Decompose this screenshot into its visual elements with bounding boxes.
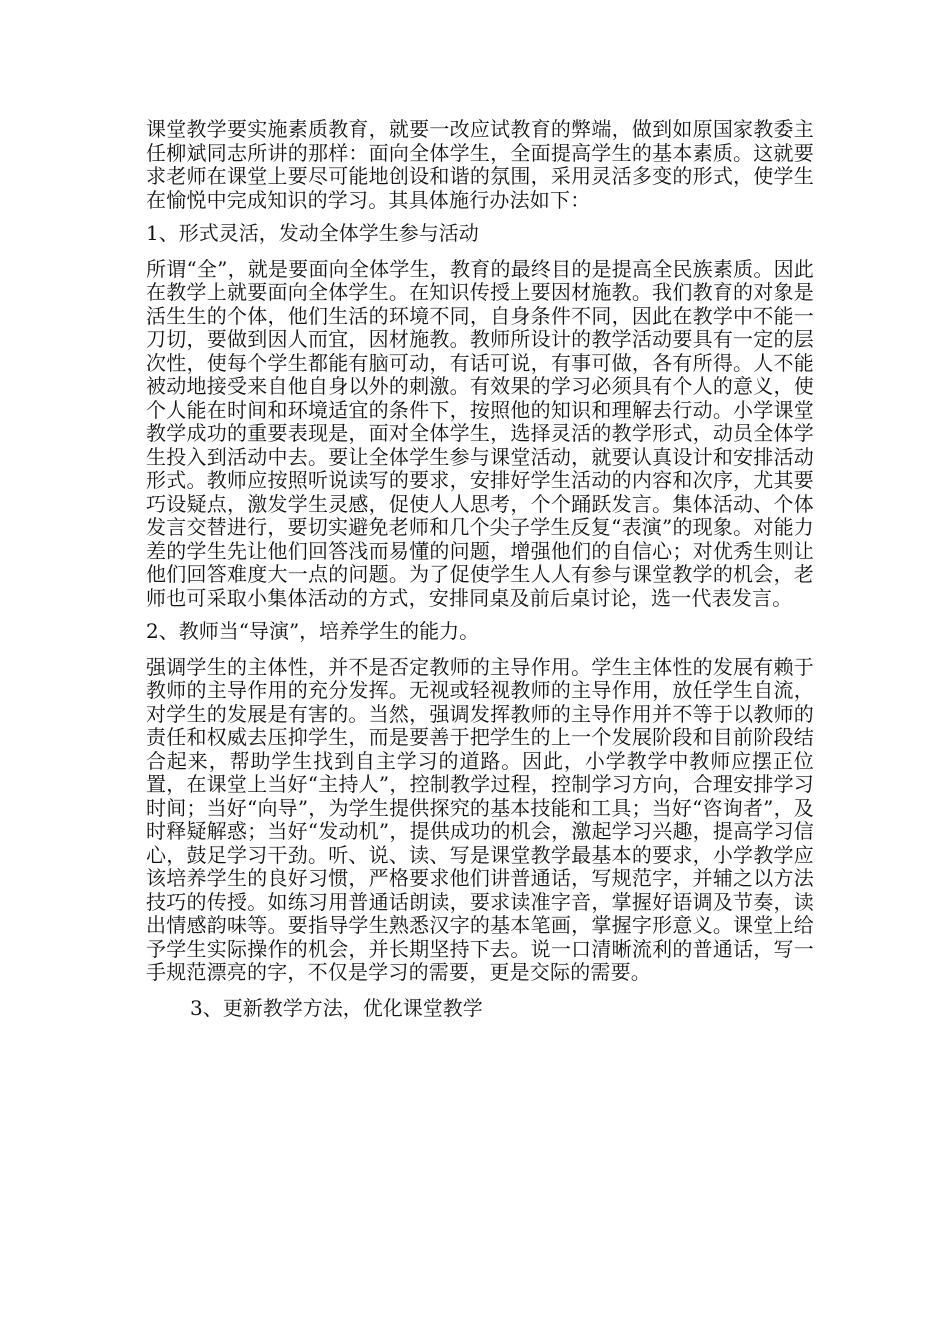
spacer [146,644,814,656]
section-2-heading: 2、教师当“导演”，培养学生的能力。 [146,619,480,643]
spacer [146,246,814,258]
spacer [146,985,814,997]
section-1-heading: 1、形式灵活，发动全体学生参与活动 [146,221,479,245]
section-3-heading: 3、更新教学方法，优化课堂教学 [190,995,483,1020]
document-content [146,118,814,1020]
section-1-body: 所谓“全”，就是要面向全体学生，教育的最终目的是提高全民族素质。因此在教学上就要面向全体学生。在知识传授上要因材施教。我们教育的对象是活生生的个体，他们生活的环境不同，自身条件不同，因此在教学中不能一刀切，要做到因人而宜，因材施教。教师所设计的教学活动要具有一定的层次性，使每个学生都能有脑可动，有话可说，有事可做，各有所得。人不能被动地接受来自他自身以外的刺激。有效果的学习必须具有个人的意义，使个人能在时间和环境适宜的条件下，按照他的知识和理解去行动。小学课堂教学成功的重要表现是，面对全体学生，选择灵活的教学形式，动员全体学生投入到活动中去。要让全体学生参与课堂活动，就要认真设计和安排活动形式。教师应按照听说读写的要求，安排好学生活动的内容和次序，尤其要巧设疑点，激发学生灵感，促使人人思考，个个踊跃发言。集体活动、个体发言交替进行，要切实避免老师和几个尖子学生反复“表演”的现象。对能力差的学生先让他们回答浅而易懂的问题，增强他们的自信心；对优秀生则让他们回答难度大一点的问题。为了促使学生人人有参与课堂教学的机会，老师也可采取小集体活动的方式，安排同桌及前后桌讨论，选一代表发言。 [146,256,814,610]
section-2-body: 强调学生的主体性，并不是否定教师的主导作用。学生主体性的发展有赖于教师的主导作用的充分发挥。无视或轻视教师的主导作用，放任学生自流，对学生的发展是有害的。当然，强调发挥教师的主导作用并不等于以教师的责任和权威去压抑学生，而是要善于把学生的上一个发展阶段和目前阶段结合起来，帮助学生找到自主学习的道路。因此，小学教学中教师应摆正位置，在课堂上当好“主持人”，控制教学过程，控制学习方向，合理安排学习时间；当好“向导”，为学生提供探究的基本技能和工具；当好“咨询者”，及时释疑解惑；当好“发动机”，提供成功的机会，激起学习兴趣，提高学习信心，鼓足学习干劲。听、说、读、写是课堂教学最基本的要求，小学教学应该培养学生的良好习惯，严格要求他们讲普通话，写规范字，并辅之以方法技巧的传授。如练习用普通话朗读，要求读准字音，掌握好语调及节奏，读出情感韵味等。要指导学生熟悉汉字的基本笔画，掌握字形意义。课堂上给予学生实际操作的机会，并长期坚持下去。说一口清晰流利的普通话，写一手规范漂亮的字，不仅是学习的需要，更是交际的需要。 [146,654,814,984]
intro-paragraph: 课堂教学要实施素质教育，就要一改应试教育的弊端，做到如原国家教委主任柳斌同志所讲的那样：面向全体学生，全面提高学生的基本素质。这就要求老师在课堂上要尽可能地创设和谐的氛围，采用灵活多变的形式，使学生在愉悦中完成知识的学习。其具体施行办法如下： [146,117,814,212]
